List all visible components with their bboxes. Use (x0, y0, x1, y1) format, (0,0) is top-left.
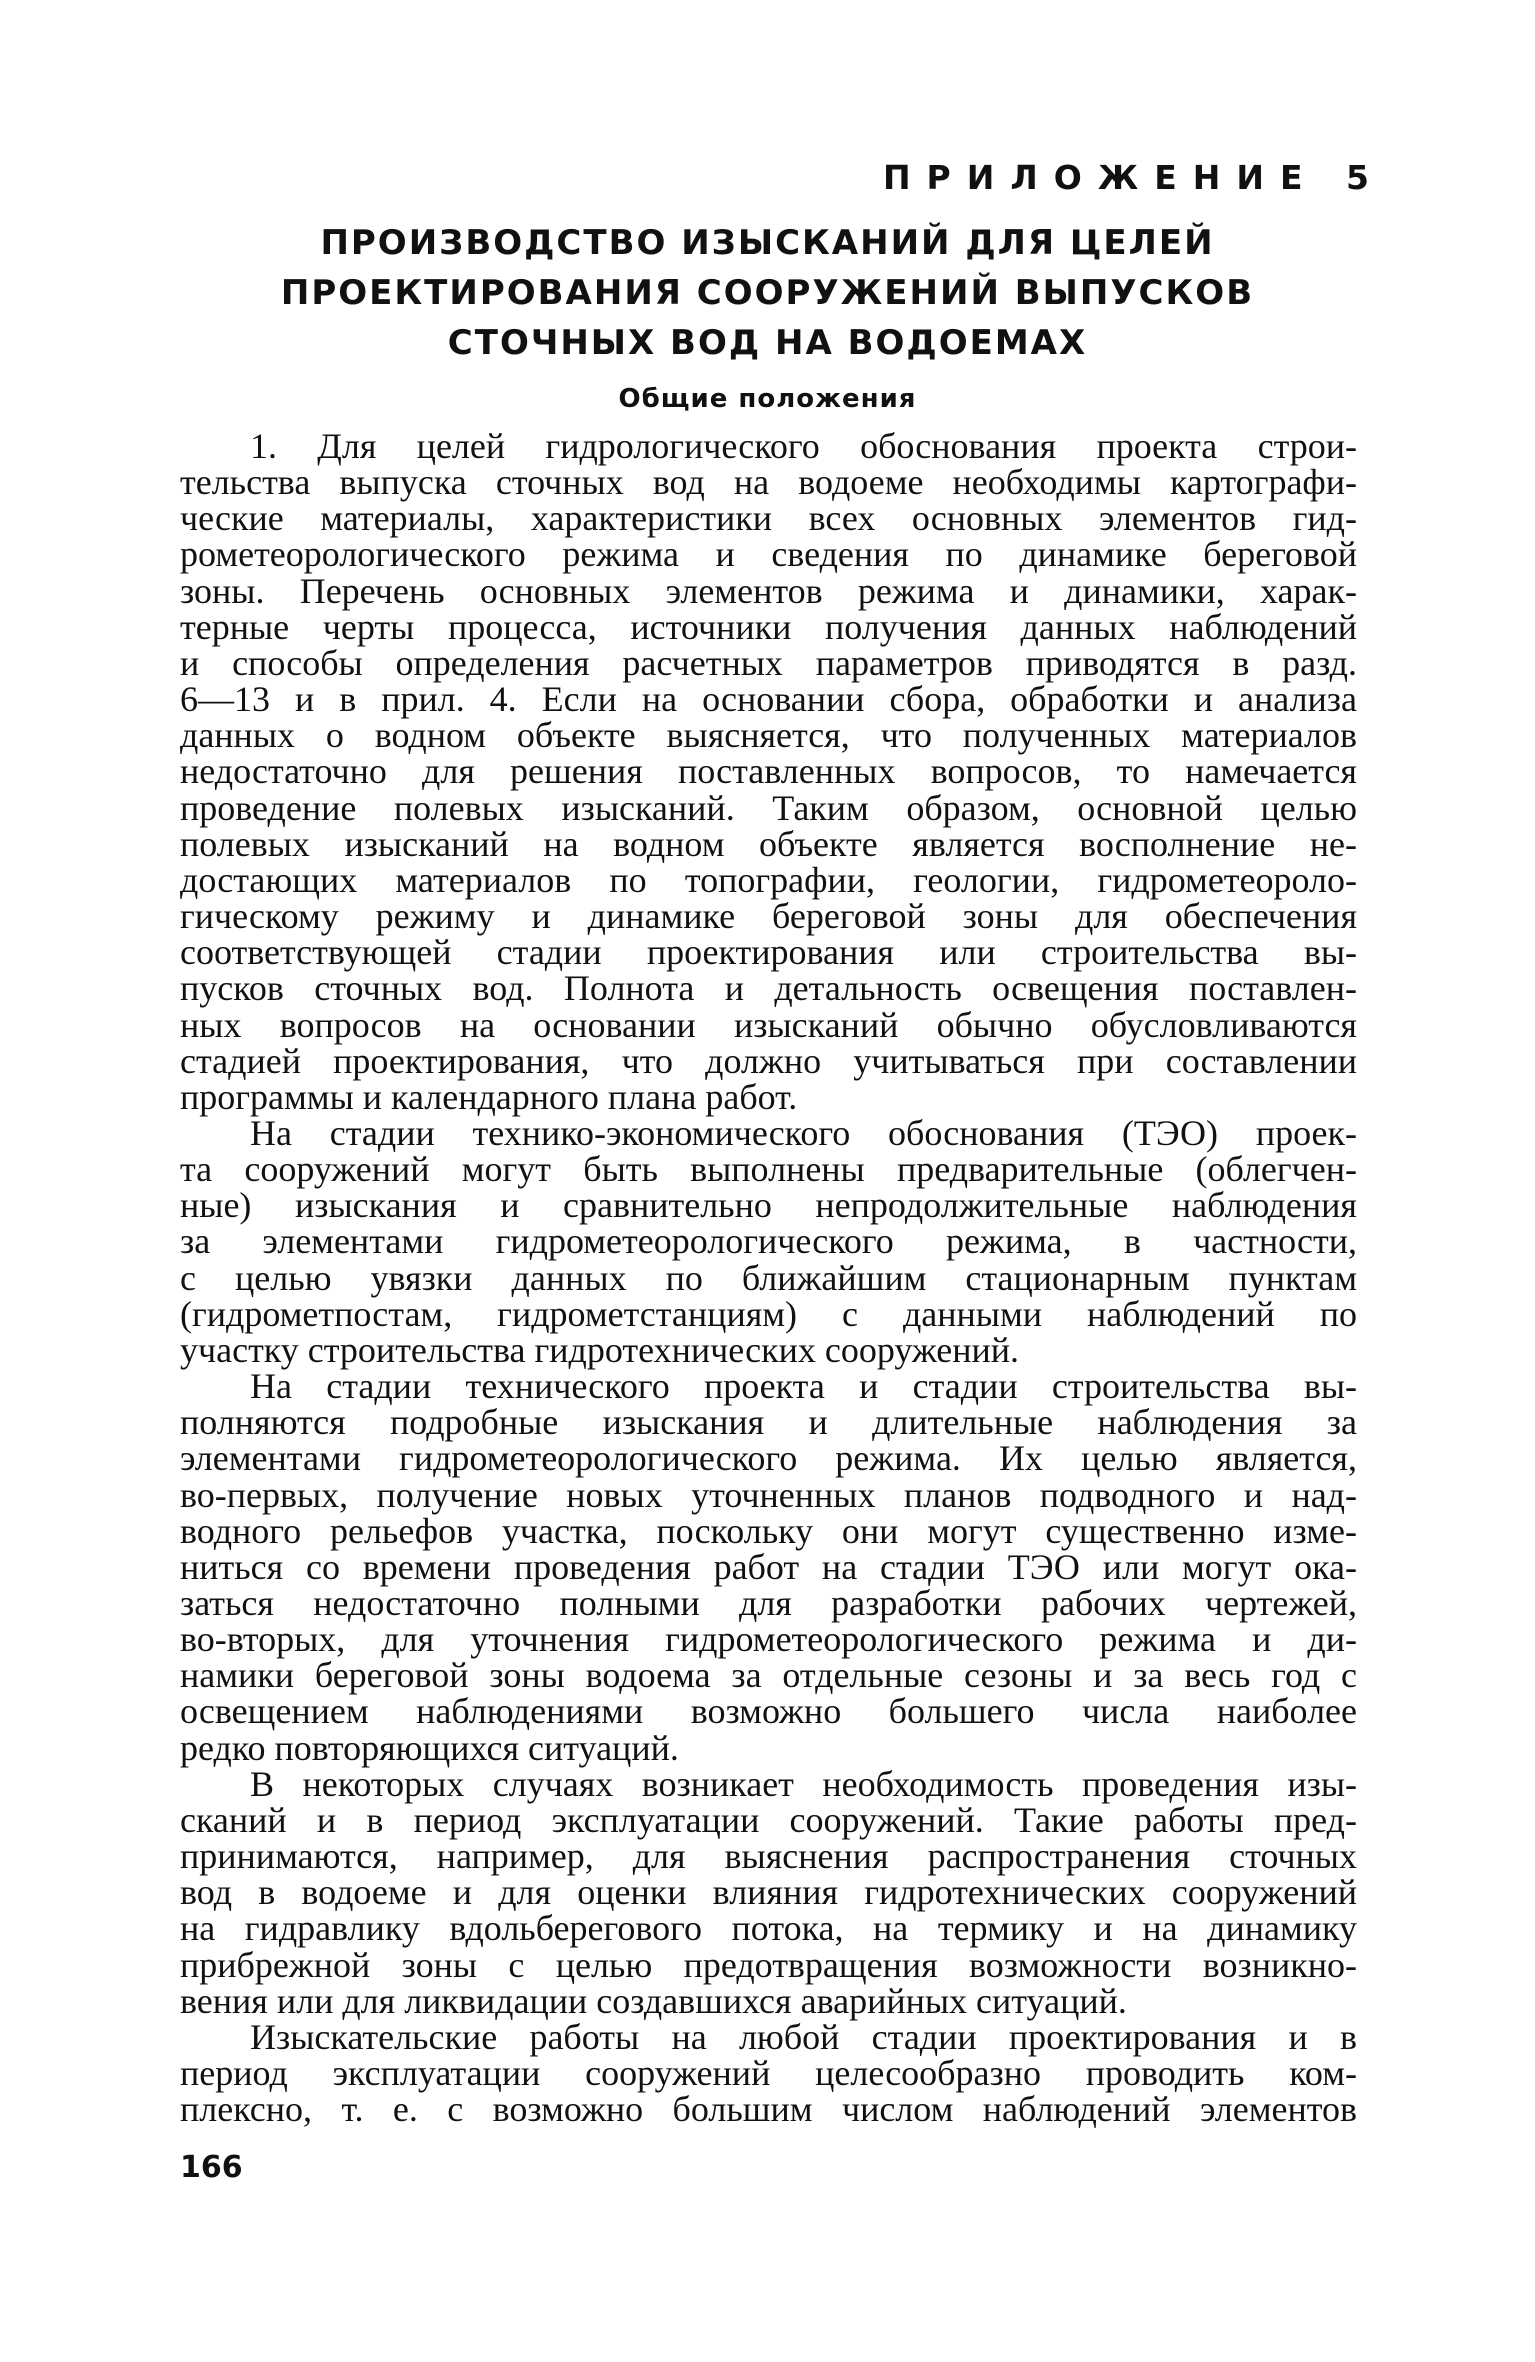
text-line: недостаточно для решения поставленных вопросов, то намечается (180, 751, 1357, 792)
text-line: Изыскательские работы на любой стадии проектирования и в (250, 2016, 1357, 2057)
text-line: с целью увязки данных по ближайшим стационарным пунктам (180, 1257, 1357, 1298)
text-line: зоны. Перечень основных элементов режима и динамики, харак- (180, 570, 1357, 611)
section-title: Общие положения (618, 384, 917, 414)
text-line: вения или для ликвидации создавшихся аварийных ситуаций. (180, 1980, 1127, 2021)
text-line: стадией проектирования, что должно учитываться при составлении (180, 1040, 1357, 1081)
text-line: ных вопросов на основании изысканий обычно обусловливаются (180, 1004, 1357, 1045)
text-line: во-вторых, для уточнения гидрометеорологического режима и ди- (180, 1619, 1357, 1660)
text-line: на гидравлику вдольберегового потока, на термику и на динамику (180, 1908, 1357, 1949)
text-line: ниться со времени проведения работ на стадии ТЭО или могут ока- (180, 1546, 1357, 1587)
text-line: прибрежной зоны с целью предотвращения возможности возникно- (180, 1944, 1357, 1985)
text-line: данных о водном объекте выясняется, что полученных материалов (180, 715, 1357, 756)
text-line: В некоторых случаях возникает необходимость проведения изы- (250, 1763, 1357, 1804)
text-line: заться недостаточно полными для разработки рабочих чертежей, (180, 1583, 1357, 1623)
text-line: пусков сточных вод. Полнота и детальность освещения поставлен- (180, 968, 1357, 1009)
body-text (180, 426, 1357, 2130)
text-line: участку строительства гидротехнических сооружений. (180, 1329, 1020, 1370)
text-line: (гидрометпостам, гидрометстанциям) с данными наблюдений по (180, 1293, 1357, 1334)
text-line: рометеорологического режима и сведения по динамике береговой (180, 534, 1357, 575)
text-line: освещением наблюдениями возможно большего числа наиболее (180, 1691, 1357, 1732)
text-line: период эксплуатации сооружений целесообразно проводить ком- (180, 2053, 1357, 2094)
text-line: та сооружений могут быть выполнены предварительные (облегчен- (180, 1149, 1357, 1190)
text-line: вод в водоеме и для оценки влияния гидротехнических сооружений (180, 1872, 1357, 1913)
text-line: ные) изыскания и сравнительно непродолжительные наблюдения (180, 1185, 1357, 1226)
title-line: ПРОИЗВОДСТВО ИЗЫСКАНИЙ ДЛЯ ЦЕЛЕЙ (320, 223, 1215, 263)
text-line: и способы определения расчетных параметров приводятся в разд. (180, 642, 1357, 683)
text-line: принимаются, например, для выяснения распространения сточных (180, 1836, 1357, 1877)
text-line: 6—13 и в прил. 4. Если на основании сбора, обработки и анализа (180, 679, 1357, 720)
appendix-label: ПРИЛОЖЕНИЕ 5 (882, 158, 1385, 197)
page-number: 166 (180, 2150, 243, 2185)
title-line: ПРОЕКТИРОВАНИЯ СООРУЖЕНИЙ ВЫПУСКОВ (280, 273, 1255, 313)
text-line: водного рельефов участка, поскольку они могут существенно изме- (180, 1510, 1357, 1551)
text-line: соответствующей стадии проектирования или строительства вы- (180, 932, 1357, 973)
text-line: полевых изысканий на водном объекте является восполнение не- (180, 823, 1357, 864)
page-title (0, 218, 1535, 368)
text-line: терные черты процесса, источники получения данных наблюдений (180, 606, 1357, 647)
title-line: СТОЧНЫХ ВОД НА ВОДОЕМАХ (447, 323, 1088, 363)
text-line: программы и календарного плана работ. (180, 1076, 798, 1117)
text-line: проведение полевых изысканий. Таким образом, основной целью (180, 787, 1357, 828)
text-line: сканий и в период эксплуатации сооружений. Такие работы пред- (180, 1799, 1357, 1840)
text-line: плексно, т. е. с возможно большим числом наблюдений элементов (180, 2089, 1357, 2130)
text-line: во-первых, получение новых уточненных планов подводного и над- (180, 1474, 1357, 1515)
text-line: гическому режиму и динамике береговой зоны для обеспечения (180, 896, 1357, 937)
text-line: ческие материалы, характеристики всех основных элементов гид- (180, 498, 1357, 539)
text-line: полняются подробные изыскания и длительные наблюдения за (180, 1402, 1357, 1443)
text-line: намики береговой зоны водоема за отдельные сезоны и за весь год с (180, 1655, 1357, 1696)
text-line: достающих материалов по топографии, геологии, гидрометеороло- (180, 859, 1357, 900)
text-line: На стадии технического проекта и стадии строительства вы- (250, 1366, 1357, 1407)
text-line: 1. Для целей гидрологического обоснования проекта строи- (250, 426, 1357, 466)
text-line: На стадии технико-экономического обоснования (ТЭО) проек- (250, 1112, 1357, 1153)
text-line: за элементами гидрометеорологического режима, в частности, (180, 1221, 1357, 1262)
text-line: тельства выпуска сточных вод на водоеме необходимы картографи- (180, 462, 1357, 503)
text-line: редко повторяющихся ситуаций. (180, 1727, 679, 1768)
text-line: элементами гидрометеорологического режима. Их целью является, (180, 1438, 1357, 1479)
